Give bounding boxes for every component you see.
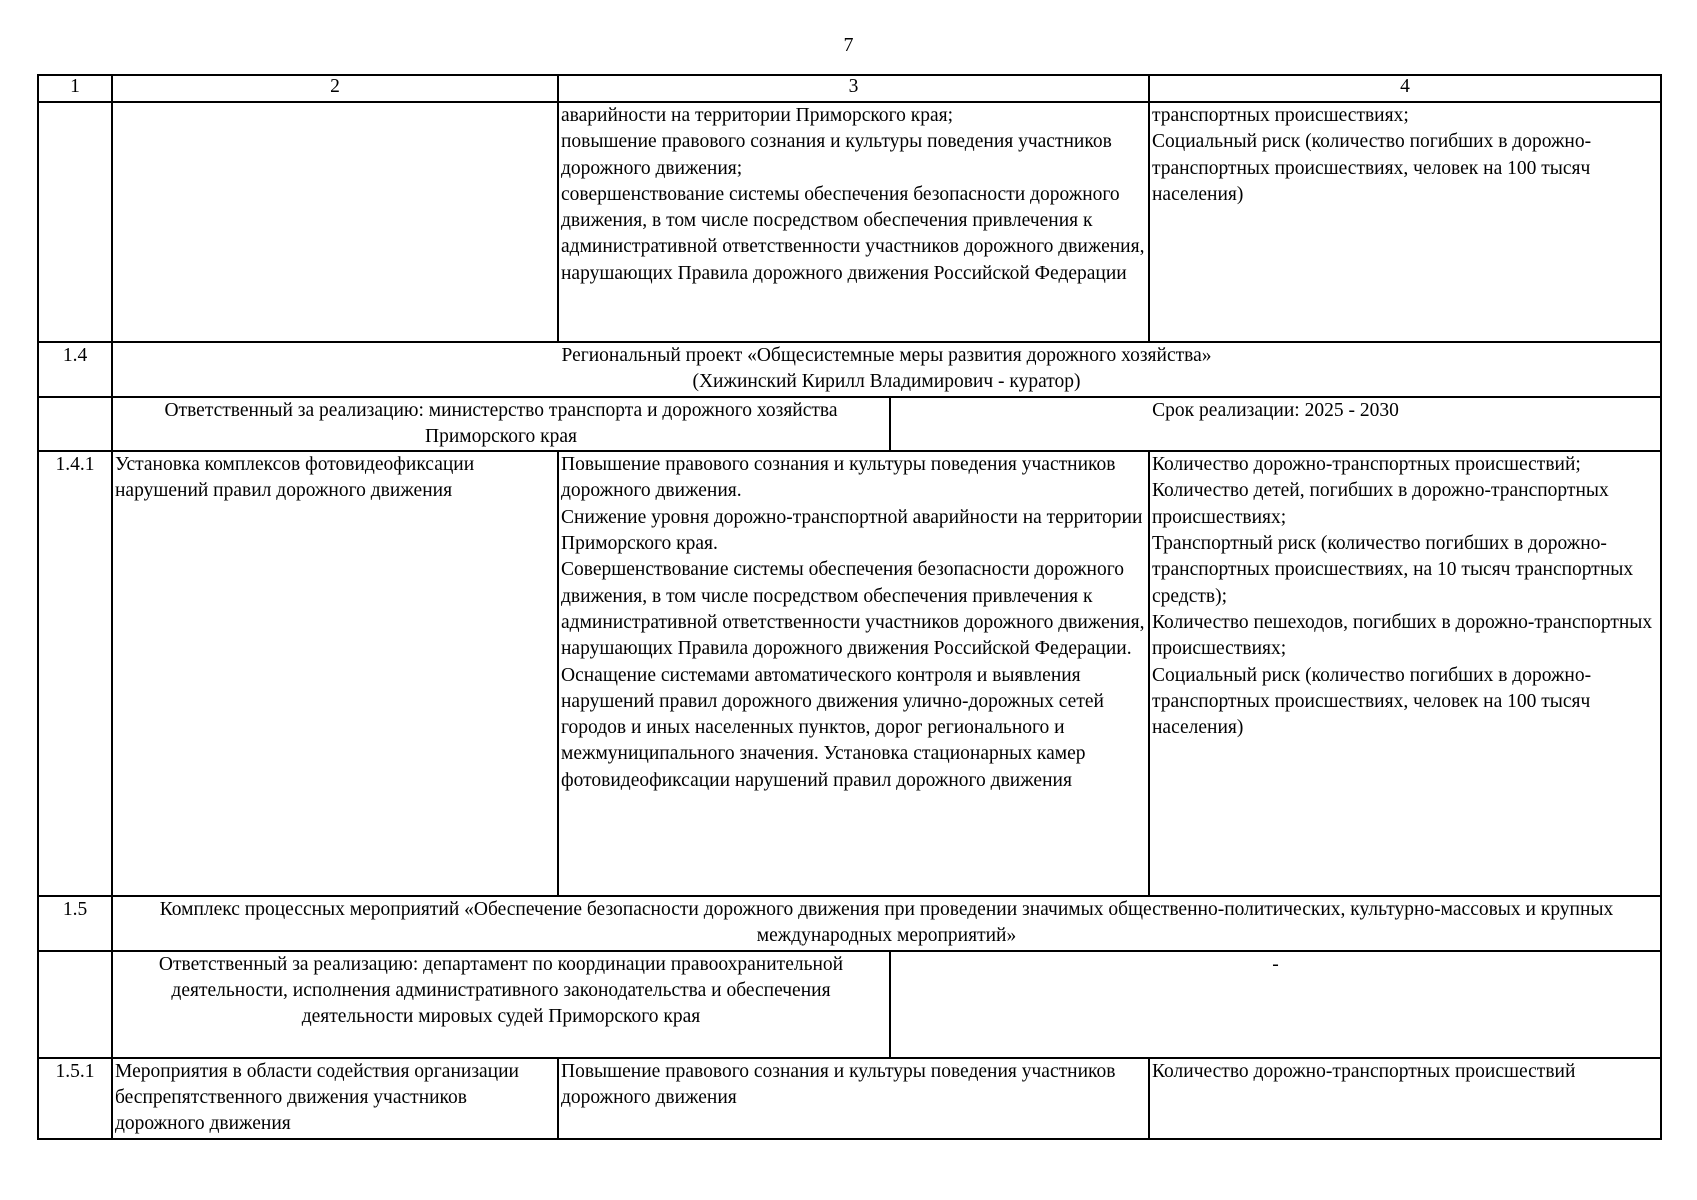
indicators-cell: [1149, 451, 1661, 896]
indicator-text: Количество пешеходов, погибших в дорожно-транспортных происшествиях;: [1152, 611, 1653, 660]
indicator-text: Транспортный риск (количество погибших в дорожно-транспортных происшествиях, на 10 тысяч транспортных средств);: [1152, 533, 1634, 607]
indicators-cell: Количество дорожно-транспортных происшествий: [1149, 1058, 1661, 1139]
responsible-text: Ответственный за реализацию: министерство транспорта и дорожного хозяйства Приморского края: [112, 397, 890, 452]
implementation-term: Срок реализации: 2025 - 2030: [890, 397, 1661, 452]
implementation-term: -: [890, 951, 1661, 1058]
cell-empty: [112, 102, 558, 342]
indicators-cell: [1149, 102, 1661, 342]
responsible-text: Ответственный за реализацию: департамент по координации правоохранительной деятельности, исполнения административного законодательства и обеспечения деятельности мировых судей Приморского края: [112, 951, 890, 1058]
effects-cell: Повышение правового сознания и культуры поведения участников дорожного движения: [558, 1058, 1149, 1139]
indicator-text: Количество дорожно-транспортных происшествий;: [1152, 454, 1581, 476]
program-table: [37, 74, 1662, 1140]
cell-empty: [38, 397, 112, 452]
section-curator: (Хижинский Кирилл Владимирович - куратор): [692, 371, 1081, 393]
effect-text: повышение правового сознания и культуры поведения участников дорожного движения;: [561, 131, 1112, 179]
column-number: 3: [558, 75, 1149, 102]
page-number: 7: [843, 34, 854, 56]
row-number: 1.4: [38, 342, 112, 397]
table-row: [38, 1058, 1661, 1139]
row-number: 1.4.1: [38, 451, 112, 896]
continuation-row: [38, 102, 1661, 342]
effect-text: Снижение уровня дорожно-транспортной аварийности на территории Приморского края.: [561, 506, 1143, 555]
section-title: [112, 342, 1661, 397]
column-number: 2: [112, 75, 558, 102]
row-number: 1.5: [38, 896, 112, 951]
effect-text: Повышение правового сознания и культуры поведения участников дорожного движения.: [561, 454, 1116, 502]
table-row: [38, 451, 1661, 896]
cell-empty: [38, 951, 112, 1058]
responsible-row: [38, 397, 1661, 452]
effects-cell: [558, 451, 1149, 896]
section-header-row: [38, 342, 1661, 397]
row-number: 1.5.1: [38, 1058, 112, 1139]
indicator-text: Социальный риск (количество погибших в дорожно-транспортных происшествиях, человек на 100 тысяч населения): [1152, 664, 1592, 739]
measure-name: Установка комплексов фотовидеофиксации нарушений правил дорожного движения: [112, 451, 558, 896]
cell-empty: [38, 102, 112, 342]
column-number: 4: [1149, 75, 1661, 102]
section-header-row: [38, 896, 1661, 951]
effect-text: Оснащение системами автоматического контроля и выявления нарушений правил дорожного движения улично-дорожных сетей городов и иных населенных пунктов, дорог регионального и межмуниципального значения. Установка стационарных камер фотовидеофиксации нарушений правил дорожного движения: [561, 664, 1104, 791]
effect-text: аварийности на территории Приморского края;: [561, 105, 954, 126]
effect-text: совершенствование системы обеспечения безопасности дорожного движения, в том числе посредством обеспечения привлечения к административной ответственности участников дорожного движения, нарушающих Правила дорожного движения Российской Федерации: [561, 183, 1145, 284]
measure-name: Мероприятия в области содействия организации беспрепятственного движения участников дорожного движения: [112, 1058, 558, 1139]
indicator-text: транспортных происшествиях;: [1152, 105, 1409, 126]
indicator-text: Социальный риск (количество погибших в дорожно-транспортных происшествиях, человек на 100 тысяч населения): [1152, 131, 1592, 205]
responsible-row: [38, 951, 1661, 1058]
column-number-row: [38, 75, 1661, 102]
effects-cell: [558, 102, 1149, 342]
section-title-line: Региональный проект «Общесистемные меры развития дорожного хозяйства»: [561, 345, 1212, 366]
effect-text: Совершенствование системы обеспечения безопасности дорожного движения, в том числе посредством обеспечения привлечения к административной ответственности участников дорожного движения, нарушающих Правила дорожного движения Российской Федерации.: [561, 559, 1145, 660]
section-title: Комплекс процессных мероприятий «Обеспечение безопасности дорожного движения при проведении значимых общественно-политических, культурно-массовых и крупных международных мероприятий»: [112, 896, 1661, 951]
indicator-text: Количество детей, погибших в дорожно-транспортных происшествиях;: [1152, 480, 1609, 528]
column-number: 1: [38, 75, 112, 102]
